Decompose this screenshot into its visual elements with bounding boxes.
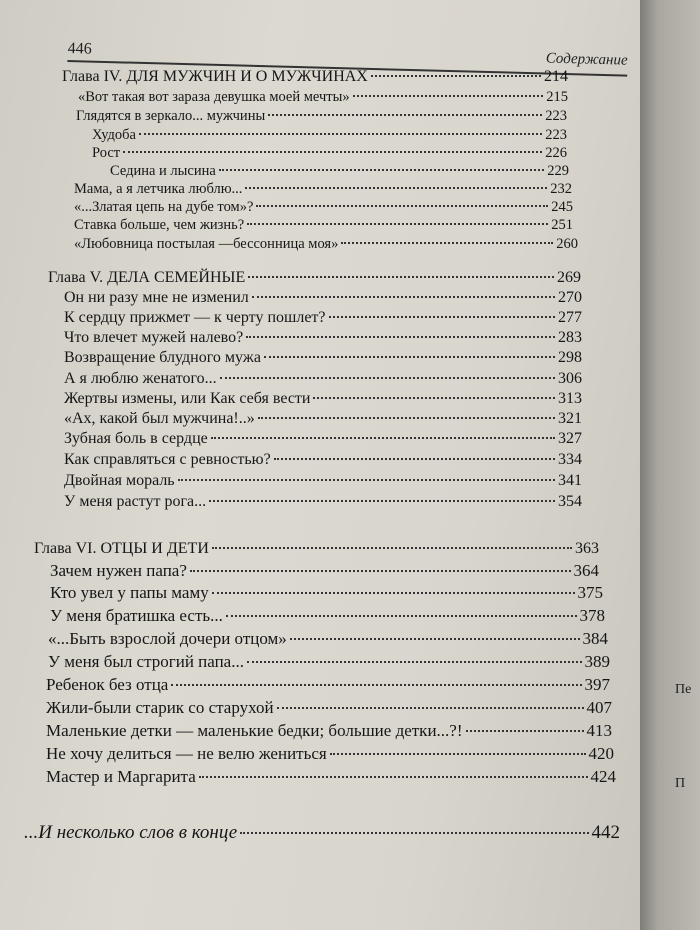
dot-leader <box>240 832 588 834</box>
page-number: 446 <box>67 39 92 58</box>
toc-entry-page: 223 <box>545 127 567 143</box>
toc-entry-title: Жертвы измены, или Как себя вести <box>64 390 311 407</box>
toc-entry <box>92 145 567 162</box>
toc-entry-title: «Любовница постылая —бессонница моя» <box>74 236 339 252</box>
dot-leader <box>211 437 555 439</box>
toc-entry-title: «Вот такая вот зараза девушка моей мечты» <box>78 89 350 105</box>
dot-leader <box>212 547 572 549</box>
closing-entry <box>24 822 620 844</box>
toc-entry <box>74 199 573 216</box>
toc-entry-title: Двойная мораль <box>64 472 175 489</box>
toc-entry-title: Ребенок без отца <box>46 675 169 694</box>
toc-entry-page: 375 <box>577 583 603 602</box>
chapter-heading <box>48 269 581 287</box>
toc-entry <box>64 309 582 327</box>
toc-entry-page: 277 <box>558 309 582 326</box>
toc-entry-title: Он ни разу мне не изменил <box>64 289 249 306</box>
toc-entry <box>64 390 582 408</box>
dot-leader <box>277 707 584 709</box>
toc-entry <box>64 451 582 469</box>
toc-entry-title: Зачем нужен папа? <box>50 561 187 580</box>
dot-leader <box>171 684 581 686</box>
toc-entry <box>50 561 599 581</box>
dot-leader <box>290 638 580 640</box>
dot-leader <box>178 479 555 481</box>
toc-entry-title: Маленькие детки — маленькие бедки; большие детки...?! <box>46 721 463 740</box>
toc-entry-title: Возвращение блудного мужа <box>64 349 261 366</box>
toc-entry-page: 334 <box>558 451 582 468</box>
dot-leader <box>274 458 555 460</box>
dot-leader <box>329 316 555 318</box>
toc-entry <box>64 329 582 347</box>
dot-leader <box>245 187 547 189</box>
toc-entry-page: 226 <box>545 145 567 161</box>
toc-entry <box>48 629 608 649</box>
dot-leader <box>246 336 555 338</box>
toc-entry-page: 397 <box>584 675 610 694</box>
toc-entry-page: 442 <box>591 822 620 843</box>
toc-entry-title: Худоба <box>92 127 136 143</box>
dot-leader <box>341 242 553 244</box>
dot-leader <box>226 615 577 617</box>
toc-entry-title: Рост <box>92 145 121 161</box>
toc-entry-title: Седина и лысина <box>110 163 216 179</box>
toc-entry-page: 269 <box>557 269 581 286</box>
facing-page-edge <box>640 0 700 930</box>
toc-entry-page: 313 <box>558 390 582 407</box>
dot-leader <box>199 776 588 778</box>
dot-leader <box>190 570 571 572</box>
toc-entry <box>46 744 614 764</box>
toc-entry <box>74 181 572 198</box>
toc-entry-page: 364 <box>573 561 599 580</box>
toc-entry <box>64 410 582 428</box>
toc-entry-title: Кто увел у папы маму <box>50 583 209 602</box>
toc-entry-title: Глава VI. ОТЦЫ И ДЕТИ <box>34 540 209 557</box>
toc-entry <box>46 767 616 787</box>
toc-entry <box>48 652 610 672</box>
running-title: Содержание <box>545 50 628 69</box>
toc-entry-page: 354 <box>558 493 582 510</box>
toc-entry <box>76 108 567 125</box>
dot-leader <box>209 500 555 502</box>
toc-entry <box>78 89 568 106</box>
toc-entry-page: 413 <box>586 721 612 740</box>
toc-entry-title: Глядятся в зеркало... мужчины <box>76 108 266 124</box>
toc-entry-title: У меня братишка есть... <box>50 606 223 625</box>
toc-entry-page: 298 <box>558 349 582 366</box>
dot-leader <box>220 377 555 379</box>
dot-leader <box>264 356 555 358</box>
dot-leader <box>330 753 586 755</box>
toc-entry <box>46 721 612 741</box>
toc-entry-title: А я люблю женатого... <box>64 370 217 387</box>
toc-entry-page: 251 <box>551 217 573 233</box>
toc-entry-title: Жили-были старик со старухой <box>46 698 274 717</box>
toc-entry-page: 363 <box>575 540 599 557</box>
dot-leader <box>248 276 554 278</box>
toc-entry <box>50 606 605 626</box>
toc-entry-page: 341 <box>558 472 582 489</box>
toc-entry <box>64 472 582 490</box>
toc-entry-title: Зубная боль в сердце <box>64 430 208 447</box>
toc-entry <box>74 236 578 253</box>
dot-leader <box>252 296 555 298</box>
toc-entry-page: 245 <box>551 199 573 215</box>
toc-entry-title: К сердцу прижмет — к черту пошлет? <box>64 309 326 326</box>
toc-entry-page: 214 <box>544 68 568 85</box>
toc-entry <box>50 583 603 603</box>
chapter-heading <box>62 68 568 86</box>
toc-entry-page: 306 <box>558 370 582 387</box>
toc-entry <box>64 430 582 448</box>
toc-entry-title: У меня растут рога... <box>64 493 207 510</box>
toc-entry <box>110 163 569 180</box>
toc-entry-page: 420 <box>588 744 614 763</box>
toc-entry <box>46 698 612 718</box>
toc-entry <box>64 349 582 367</box>
dot-leader <box>466 730 584 732</box>
toc-entry <box>74 217 573 234</box>
dot-leader <box>258 417 555 419</box>
toc-entry-page: 229 <box>547 163 569 179</box>
toc-entry <box>64 289 582 307</box>
toc-entry-title: «Ах, какой был мужчина!..» <box>64 410 255 427</box>
toc-entry <box>46 675 610 695</box>
toc-entry-title: Что влечет мужей налево? <box>64 329 244 346</box>
toc-entry <box>64 370 582 388</box>
toc-entry-title: Глава IV. ДЛЯ МУЖЧИН И О МУЖЧИНАХ <box>62 68 368 85</box>
dot-leader <box>371 75 541 77</box>
toc-entry-page: 260 <box>556 236 578 252</box>
toc-entry-page: 384 <box>582 629 608 648</box>
toc-entry-title: «...Златая цепь на дубе том»? <box>74 199 254 215</box>
dot-leader <box>247 223 548 225</box>
dot-leader <box>219 169 544 171</box>
toc-entry-page: 283 <box>558 329 582 346</box>
toc-entry-title: Мастер и Маргарита <box>46 767 196 786</box>
toc-entry-title: Глава V. ДЕЛА СЕМЕЙНЫЕ <box>48 269 246 286</box>
toc-entry <box>92 127 567 144</box>
toc-entry-title: Не хочу делиться — не велю жениться <box>46 744 327 763</box>
dot-leader <box>353 95 544 97</box>
toc-entry-title: Ставка больше, чем жизнь? <box>74 217 245 233</box>
dot-leader <box>123 151 542 153</box>
facing-page-fragment: Пе <box>675 682 692 697</box>
toc-entry-title: Как справляться с ревностью? <box>64 451 271 468</box>
toc-entry-page: 321 <box>558 410 582 427</box>
dot-leader <box>268 114 542 116</box>
dot-leader <box>139 133 542 135</box>
toc-entry-page: 232 <box>550 181 572 197</box>
toc-entry-page: 215 <box>546 89 568 105</box>
toc-entry-title: Мама, а я летчика люблю... <box>74 181 243 197</box>
toc-entry-page: 270 <box>558 289 582 306</box>
dot-leader <box>247 661 582 663</box>
dot-leader <box>313 397 555 399</box>
dot-leader <box>256 205 548 207</box>
toc-entry-page: 407 <box>586 698 612 717</box>
toc-entry-title: У меня был строгий папа... <box>48 652 244 671</box>
toc-entry-page: 424 <box>590 767 616 786</box>
toc-entry-title: «...Быть взрослой дочери отцом» <box>48 629 287 648</box>
toc-entry-page: 327 <box>558 430 582 447</box>
chapter-heading <box>34 540 599 558</box>
toc-entry-page: 378 <box>579 606 605 625</box>
facing-page-fragment: П <box>675 776 686 791</box>
toc-entry-page: 389 <box>584 652 610 671</box>
toc-entry <box>64 493 582 511</box>
toc-entry-title: ...И несколько слов в конце <box>24 822 238 843</box>
toc-entry-page: 223 <box>545 108 567 124</box>
dot-leader <box>212 592 575 594</box>
